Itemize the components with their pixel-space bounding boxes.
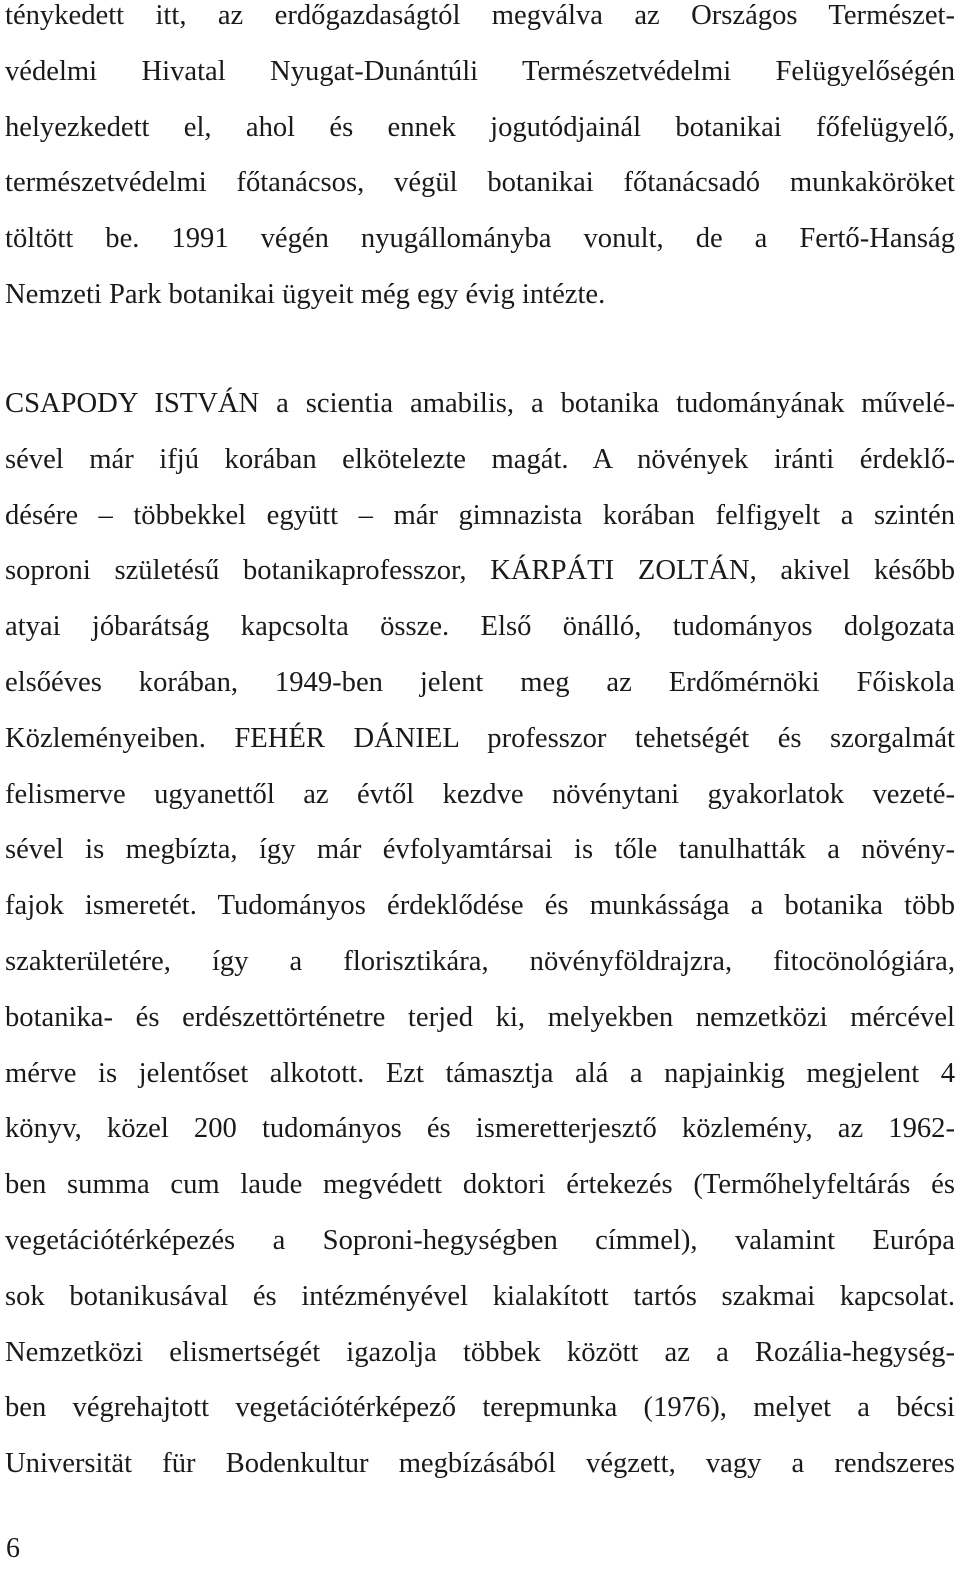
text-line: sok botanikusával és intézményével kialakított tartós szakmai kapcsolat.: [5, 1280, 955, 1312]
text-line: mérve is jelentőset alkotott. Ezt támasztja alá a napjainkig megjelent 4: [5, 1057, 955, 1089]
text-line: Nemzetközi elismertségét igazolja többek között az a Rozália-hegység-: [5, 1336, 955, 1368]
text-line: CSAPODY ISTVÁN a scientia amabilis, a botanika tudományának művelé-: [5, 388, 955, 419]
text-line: szakterületére, így a florisztikára, növényföldrajzra, fitocönológiára,: [5, 945, 955, 977]
text-line: atyai jóbarátság kapcsolta össze. Első önálló, tudományos dolgozata: [5, 611, 955, 643]
text-line: Közleményeiben. FEHÉR DÁNIEL professzor tehetségét és szorgalmát: [5, 722, 955, 754]
text-line: természetvédelmi főtanácsos, végül botanikai főtanácsadó munkaköröket: [5, 167, 955, 199]
text-line: ben végrehajtott vegetációtérképező terepmunka (1976), melyet a bécsi: [5, 1392, 955, 1424]
text-line: ben summa cum laude megvédett doktori értekezés (Termőhelyfeltárás és: [5, 1169, 955, 1201]
text-line: felismerve ugyanettől az évtől kezdve növénytani gyakorlatok vezeté-: [5, 778, 955, 810]
text-line: elsőéves korában, 1949-ben jelent meg az Erdőmérnöki Főiskola: [5, 666, 955, 698]
text-line: töltött be. 1991 végén nyugállományba vonult, de a Fertő-Hanság: [5, 223, 955, 255]
text-line: Nemzeti Park botanikai ügyeit még egy évig intézte.: [5, 278, 606, 310]
text-line: sével is megbízta, így már évfolyamtársai is tőle tanulhatták a növény-: [5, 834, 955, 866]
text-line: védelmi Hivatal Nyugat-Dunántúli Természetvédelmi Felügyelőségén: [5, 55, 955, 87]
text-line: ténykedett itt, az erdőgazdaságtól megválva az Országos Természet-: [5, 0, 955, 31]
text-line: helyezkedett el, ahol és ennek jogutódjainál botanikai főfelügyelő,: [5, 111, 955, 143]
text-line: könyv, közel 200 tudományos és ismeretterjesztő közlemény, az 1962-: [5, 1113, 955, 1145]
text-line: désére – többekkel együtt – már gimnazista korában felfigyelt a szintén: [5, 499, 955, 531]
page-number: 6: [6, 1533, 20, 1564]
text-line: soproni születésű botanikaprofesszor, KÁRPÁTI ZOLTÁN, akivel később: [5, 555, 955, 587]
text-line: sével már ifjú korában elkötelezte magát. A növények iránti érdeklő-: [5, 443, 955, 475]
text-line: Universität für Bodenkultur megbízásából végzett, vagy a rendszeres: [5, 1448, 955, 1480]
text-line: fajok ismeretét. Tudományos érdeklődése és munkássága a botanika több: [5, 890, 955, 922]
paragraph-scientific-work: [5, 376, 955, 1492]
text-line: botanika- és erdészettörténetre terjed ki, melyekben nemzetközi mércével: [5, 1001, 955, 1033]
paragraph-career: [5, 0, 955, 323]
text-line: vegetációtérképezés a Soproni-hegységben címmel), valamint Európa: [5, 1224, 955, 1256]
